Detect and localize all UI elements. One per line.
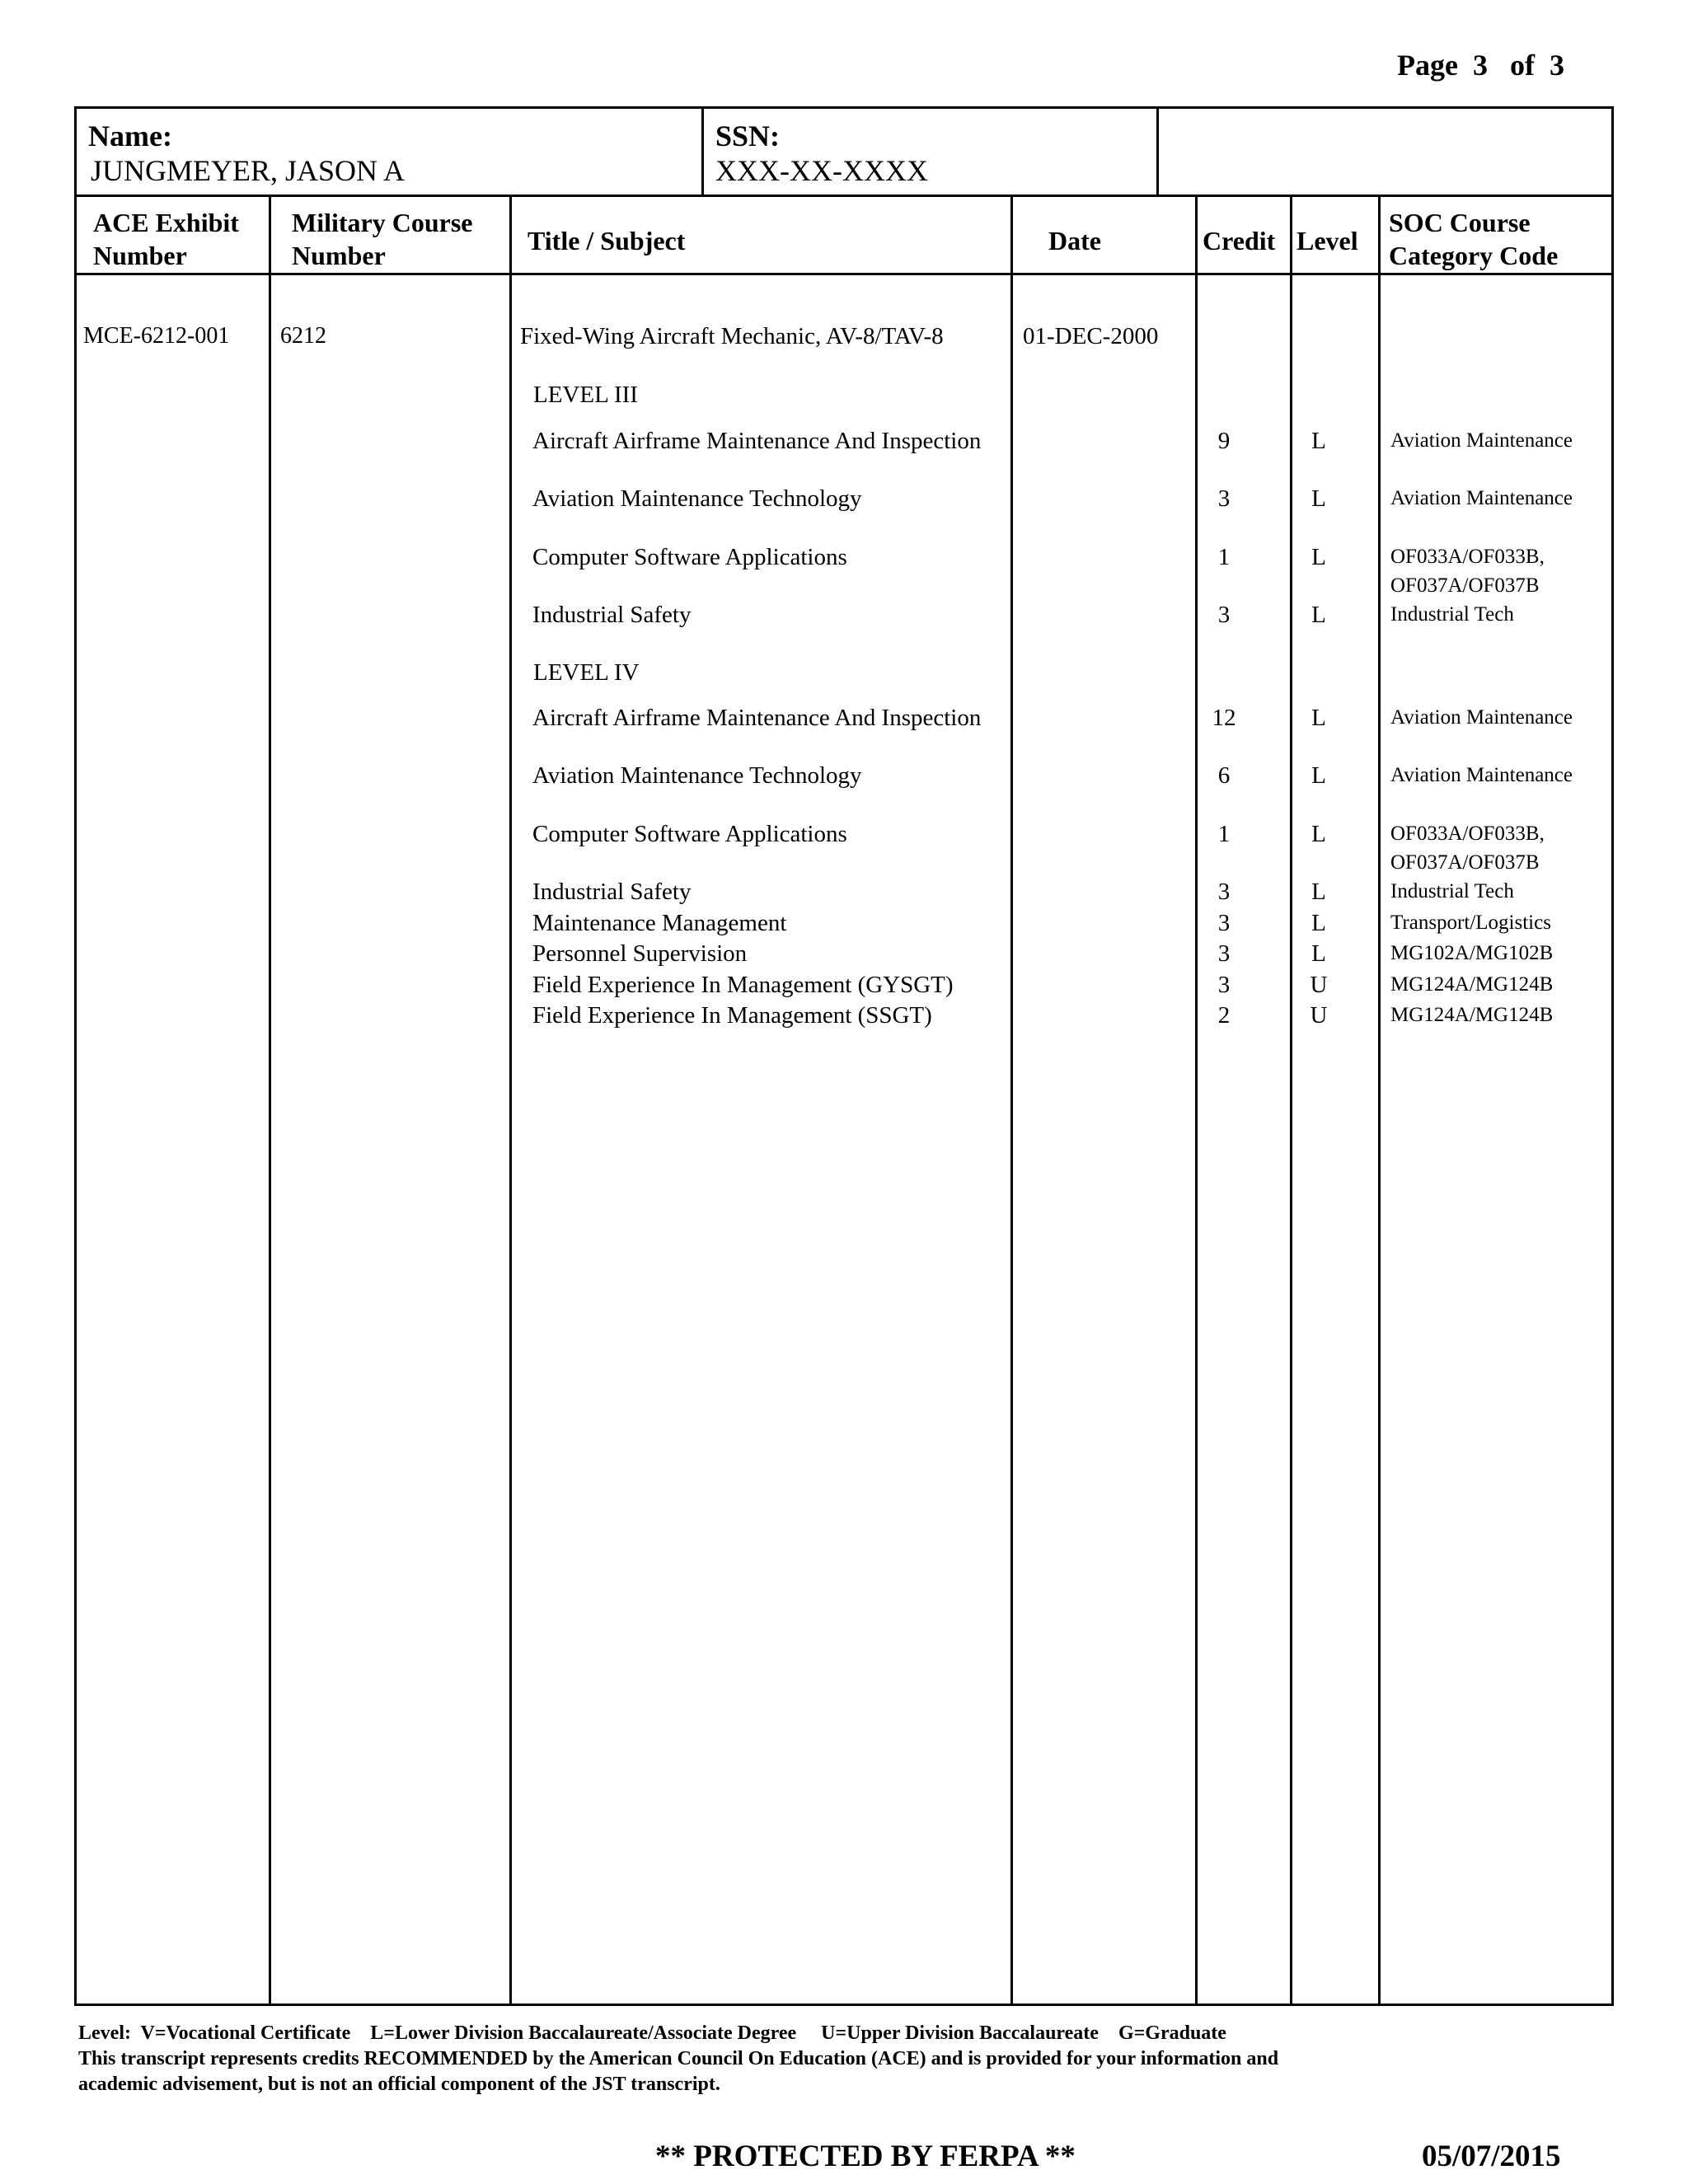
level-iv-heading: LEVEL IV bbox=[533, 659, 640, 686]
header-divider bbox=[74, 194, 1614, 197]
col-header-date: Date bbox=[1048, 226, 1101, 255]
table-row-level: L bbox=[1311, 940, 1326, 967]
table-row-level: L bbox=[1311, 879, 1326, 905]
table-row-credit: 3 bbox=[1217, 602, 1231, 628]
table-row-level: L bbox=[1311, 821, 1326, 847]
table-row-subject: Maintenance Management bbox=[532, 910, 787, 936]
table-row-subject: Aircraft Airframe Maintenance And Inspection bbox=[532, 428, 982, 454]
table-row-credit: 2 bbox=[1217, 1002, 1231, 1029]
disclaimer-line2: academic advisement, but is not an official component of the JST transcript. bbox=[78, 2074, 720, 2095]
table-row-level: L bbox=[1311, 544, 1326, 570]
table-top-border bbox=[74, 106, 1614, 109]
table-row-soc: MG124A/MG124B bbox=[1390, 973, 1554, 996]
table-row-soc: MG102A/MG102B bbox=[1390, 942, 1554, 964]
col-header-title: Title / Subject bbox=[528, 226, 686, 255]
table-row-credit: 3 bbox=[1217, 972, 1231, 998]
table-row-subject: Field Experience In Management (GYSGT) bbox=[532, 972, 954, 998]
col-header-soc-line2: Category Code bbox=[1389, 241, 1559, 270]
name-ssn-divider bbox=[701, 106, 704, 196]
table-row-soc: OF033A/OF033B, OF037A/OF037B bbox=[1390, 823, 1545, 874]
col-header-credit: Credit bbox=[1203, 226, 1276, 255]
col-header-mil-line2: Number bbox=[292, 241, 386, 270]
col-divider-credit bbox=[1290, 194, 1292, 2006]
table-right-border bbox=[1611, 106, 1614, 2006]
name-value: JUNGMEYER, JASON A bbox=[91, 154, 406, 187]
table-row-soc: Industrial Tech bbox=[1390, 603, 1514, 626]
col-divider-ace bbox=[269, 194, 271, 2006]
table-row-credit: 12 bbox=[1212, 705, 1236, 731]
col-divider-title bbox=[1010, 194, 1013, 2006]
page-indicator: Page 3 of 3 bbox=[1397, 49, 1564, 82]
col-header-ace-line2: Number bbox=[93, 241, 187, 270]
table-row-level: L bbox=[1311, 602, 1326, 628]
table-row-soc: OF033A/OF033B, OF037A/OF037B bbox=[1390, 546, 1545, 597]
table-row-soc: Aviation Maintenance bbox=[1390, 429, 1573, 452]
footer-legend bbox=[78, 2021, 1644, 2097]
table-row-soc: MG124A/MG124B bbox=[1390, 1004, 1554, 1026]
level-iii-heading: LEVEL III bbox=[533, 382, 638, 408]
disclaimer-line1: This transcript represents credits RECOMMENDED by the American Council On Education (ACE) and is provided for your information and bbox=[78, 2048, 1279, 2069]
table-row-credit: 9 bbox=[1217, 428, 1231, 454]
col-header-military-course bbox=[292, 206, 473, 272]
table-row-soc: Aviation Maintenance bbox=[1390, 764, 1573, 786]
table-row-subject: Computer Software Applications bbox=[532, 544, 847, 570]
table-row-level: U bbox=[1310, 972, 1328, 998]
ace-exhibit-number: MCE-6212-001 bbox=[83, 323, 230, 349]
table-row-soc: Aviation Maintenance bbox=[1390, 706, 1573, 729]
table-row-level: L bbox=[1311, 705, 1326, 731]
table-row-credit: 3 bbox=[1217, 879, 1231, 905]
col-header-soc bbox=[1389, 206, 1558, 272]
column-header-divider bbox=[74, 273, 1614, 275]
col-divider-military bbox=[509, 194, 512, 2006]
table-row-credit: 1 bbox=[1217, 544, 1231, 570]
table-row-level: U bbox=[1310, 1002, 1328, 1029]
table-row-subject: Personnel Supervision bbox=[532, 940, 748, 967]
col-header-soc-line1: SOC Course bbox=[1389, 208, 1531, 237]
table-row-level: L bbox=[1311, 910, 1326, 936]
table-row-credit: 3 bbox=[1217, 485, 1231, 512]
table-left-border bbox=[74, 106, 77, 2006]
course-date: 01-DEC-2000 bbox=[1023, 323, 1159, 349]
table-row-subject: Field Experience In Management (SSGT) bbox=[532, 1002, 932, 1029]
table-row-subject: Aviation Maintenance Technology bbox=[532, 485, 862, 512]
table-row-level: L bbox=[1311, 762, 1326, 789]
course-title: Fixed-Wing Aircraft Mechanic, AV-8/TAV-8 bbox=[520, 323, 944, 349]
table-row-soc: Transport/Logistics bbox=[1390, 912, 1551, 934]
table-row-soc: Aviation Maintenance bbox=[1390, 487, 1573, 509]
col-header-level: Level bbox=[1296, 226, 1358, 255]
table-row-level: L bbox=[1311, 485, 1326, 512]
table-row-subject: Computer Software Applications bbox=[532, 821, 847, 847]
col-header-ace-line1: ACE Exhibit bbox=[93, 208, 239, 237]
table-row-subject: Industrial Safety bbox=[532, 879, 692, 905]
col-header-mil-line1: Military Course bbox=[292, 208, 473, 237]
military-course-number: 6212 bbox=[280, 323, 326, 349]
table-row-subject: Aviation Maintenance Technology bbox=[532, 762, 862, 789]
table-row-credit: 3 bbox=[1217, 910, 1231, 936]
ssn-label: SSN: bbox=[715, 120, 781, 152]
table-row-subject: Aircraft Airframe Maintenance And Inspection bbox=[532, 705, 982, 731]
col-divider-date bbox=[1195, 194, 1198, 2006]
print-date: 05/07/2015 bbox=[1422, 2139, 1561, 2173]
col-divider-level bbox=[1378, 194, 1381, 2006]
level-legend: Level: V=Vocational Certificate L=Lower Division Baccalaureate/Associate Degree U=Upper Division Baccalaureate G=Graduate bbox=[78, 2022, 1226, 2044]
ferpa-notice: ** PROTECTED BY FERPA ** bbox=[655, 2139, 1076, 2173]
col-header-ace-exhibit bbox=[93, 206, 239, 272]
ssn-value: XXX-XX-XXXX bbox=[715, 154, 928, 187]
table-row-level: L bbox=[1311, 428, 1326, 454]
name-label: Name: bbox=[88, 120, 172, 152]
ssn-blank-divider bbox=[1156, 106, 1159, 196]
table-row-soc: Industrial Tech bbox=[1390, 880, 1514, 902]
table-row-credit: 1 bbox=[1217, 821, 1231, 847]
table-row-credit: 3 bbox=[1217, 940, 1231, 967]
table-row-credit: 6 bbox=[1217, 762, 1231, 789]
table-row-subject: Industrial Safety bbox=[532, 602, 692, 628]
table-bottom-border bbox=[74, 2004, 1614, 2006]
